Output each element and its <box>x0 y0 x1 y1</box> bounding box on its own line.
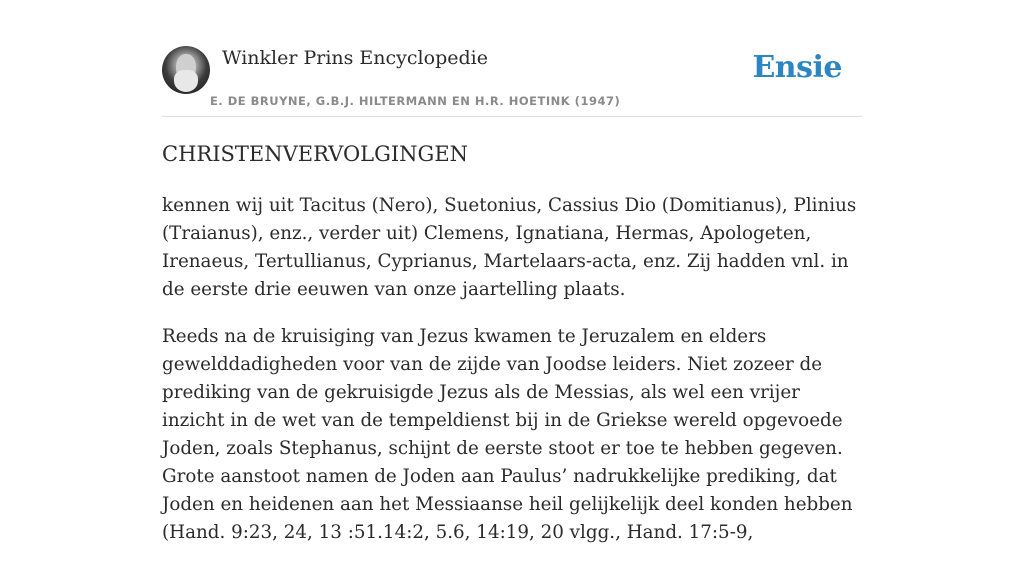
site-title[interactable]: Winkler Prins Encyclopedie <box>222 47 488 69</box>
site-header <box>162 44 862 117</box>
avatar-beard <box>174 70 198 92</box>
author-avatar[interactable] <box>162 46 210 94</box>
brand-logo[interactable]: Ensie <box>752 50 842 85</box>
authors-line: E. DE BRUYNE, G.B.J. HILTERMANN EN H.R. HOETINK (1947) <box>210 94 621 108</box>
article-title: CHRISTENVERVOLGINGEN <box>162 142 469 166</box>
article-paragraph: kennen wij uit Tacitus (Nero), Suetonius, Cassius Dio (Domitianus), Plinius (Traianus), enz., verder uit) Clemens, Ignatiana, Hermas, Apologeten, Irenaeus, Tertullianus, Cyprianus, Martelaars-acta, enz. Zij hadden vnl. in de eerste drie eeuwen van onze jaartelling plaats. <box>162 195 857 300</box>
article-body <box>162 192 862 566</box>
article-paragraph: Reeds na de kruisiging van Jezus kwamen te Jeruzalem en elders gewelddadigheden voor van de zijde van Joodse leiders. Niet zozeer de prediking van de gekruisigde Jezus als de Messias, als wel een vrijer inzicht in de wet van de tempeldienst bij in de Griekse wereld opgevoede Joden, zoals Stephanus, schijnt de eerste stoot er toe te hebben gegeven. Grote aanstoot namen de Joden aan Paulus’ nadrukkelijke prediking, dat Joden en heidenen aan het Messiaanse heil gelijkelijk deel konden hebben (Hand. 9:23, 24, 13 :51.14:2, 5.6, 14:19, 20 vlgg., Hand. 17:5-9, <box>162 326 853 543</box>
